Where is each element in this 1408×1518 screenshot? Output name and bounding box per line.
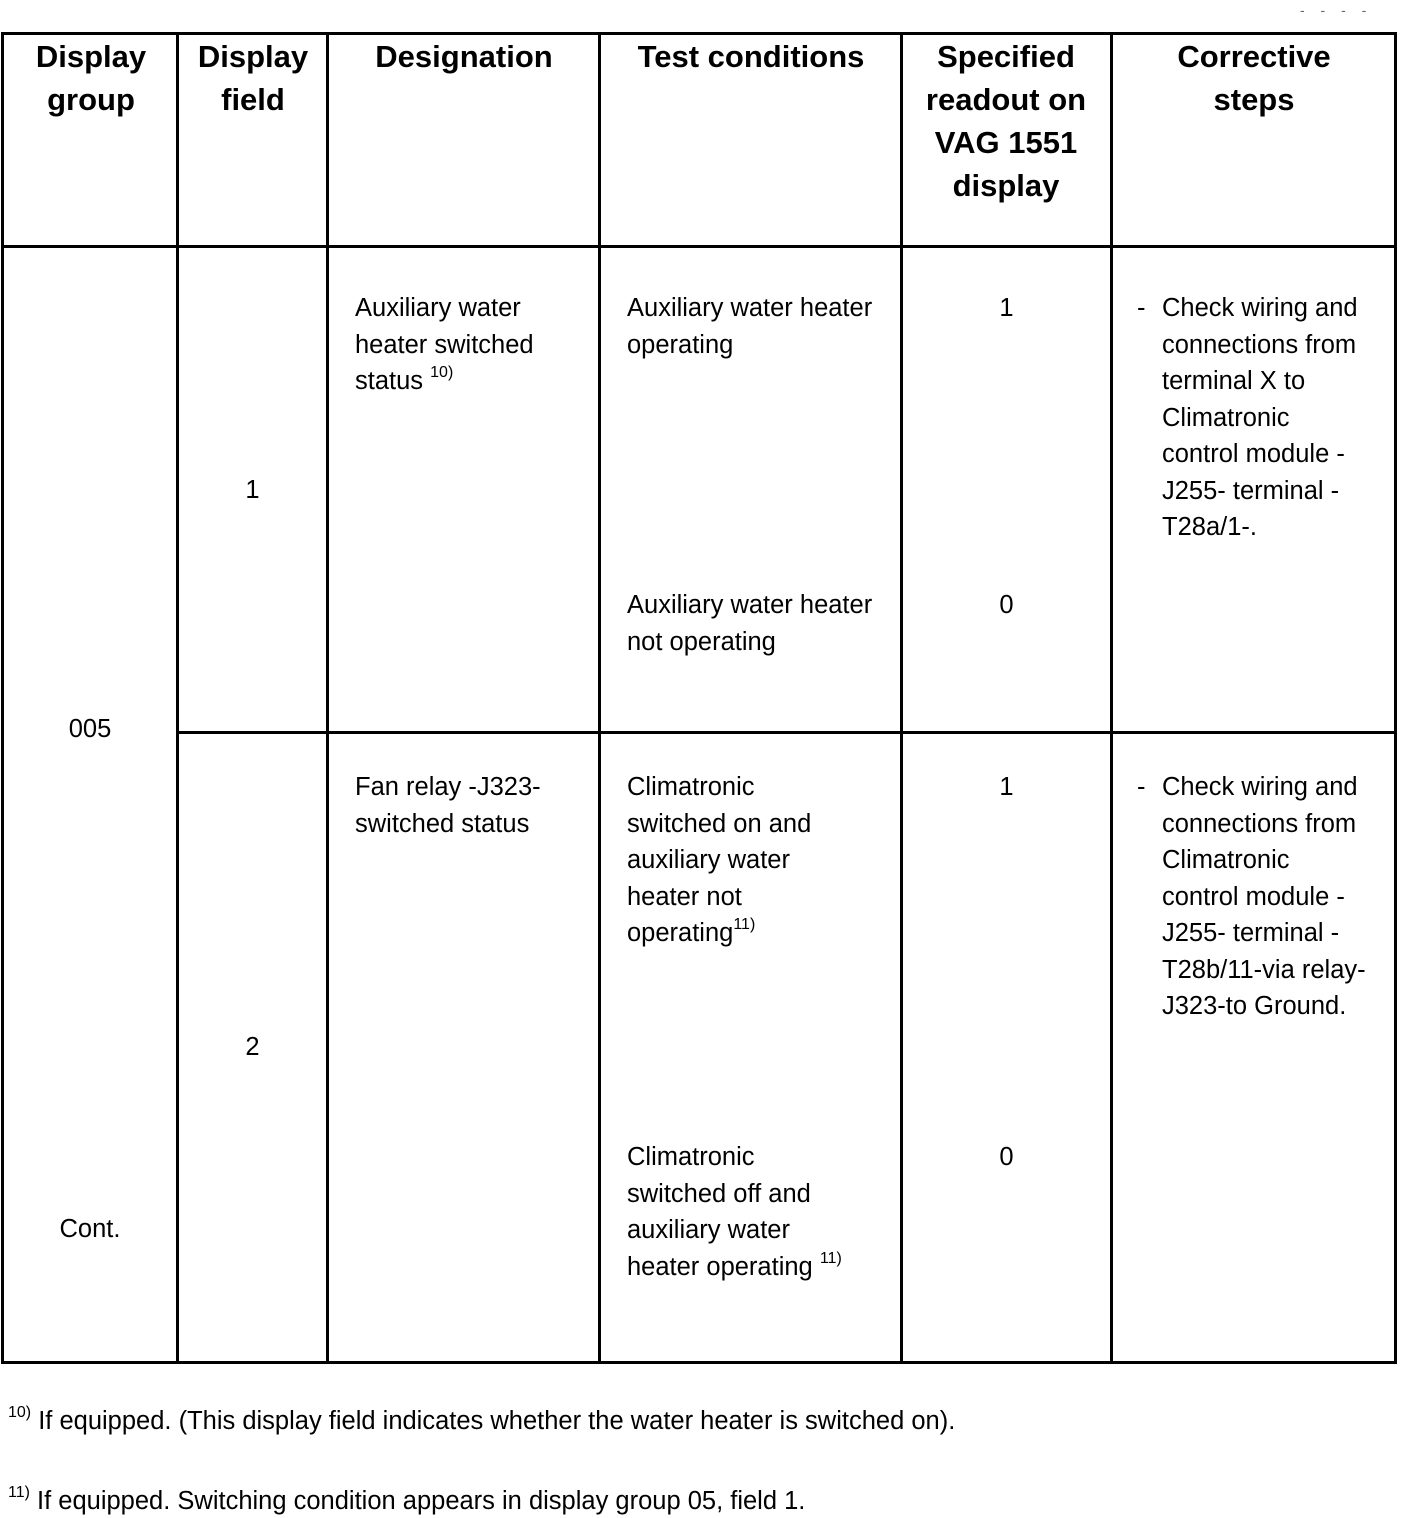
- readout-value: 1: [999, 294, 1014, 322]
- column-divider: [598, 32, 601, 1364]
- display-field-value: 2: [245, 1033, 260, 1061]
- test-condition-label: Climatronic switched off and auxiliary water heater operating: [627, 1143, 813, 1281]
- footnote: [8, 1405, 955, 1437]
- test-condition-text: Auxiliary water heater not operating: [627, 591, 873, 656]
- test-condition-text: [627, 1139, 842, 1285]
- header-display-field: Display field: [197, 39, 309, 117]
- page-mark: - - - -: [1300, 2, 1373, 18]
- header-designation: Designation: [375, 39, 553, 74]
- test-condition-text: [627, 769, 842, 952]
- row-divider: [176, 731, 1397, 734]
- column-divider: [176, 32, 179, 1364]
- list-dash: -: [1137, 294, 1146, 322]
- footnote-mark: 11): [8, 1484, 30, 1501]
- header-specified-readout: Specified readout on VAG 1551 display: [925, 39, 1087, 203]
- display-field-value: 1: [245, 476, 260, 504]
- table-border-left: [1, 32, 4, 1364]
- corrective-steps-text: Check wiring and connections from terminal X to Climatronic control module -J255- terminal -T28a/1-.: [1162, 294, 1358, 541]
- designation-text: [355, 290, 585, 400]
- designation-label: Auxiliary water heater switched status: [355, 294, 534, 395]
- designation-label: Fan relay -J323- switched status: [355, 773, 541, 838]
- footnote-mark: 10): [8, 1404, 32, 1421]
- readout-value: 0: [999, 591, 1014, 619]
- footnote: [8, 1485, 805, 1517]
- corrective-steps-text: Check wiring and connections from Climatronic control module -J255- terminal -T28b/11-via relay-J323-to Ground.: [1162, 773, 1366, 1020]
- test-condition-label: Climatronic switched on and auxiliary water heater not operating: [627, 773, 812, 947]
- header-test-conditions: Test conditions: [637, 39, 865, 74]
- header-corrective-steps: Corrective steps: [1177, 39, 1331, 117]
- table-border-bottom: [1, 1361, 1397, 1364]
- column-divider: [1110, 32, 1113, 1364]
- table-border-right: [1394, 32, 1397, 1364]
- footnote-text: If equipped. Switching condition appears in display group 05, field 1.: [37, 1487, 806, 1515]
- corrective-steps-item: [1137, 769, 1382, 1149]
- corrective-steps-item: [1137, 290, 1382, 590]
- list-dash: -: [1137, 773, 1146, 801]
- readout-value: 0: [999, 1143, 1014, 1171]
- column-divider: [326, 32, 329, 1364]
- header-divider: [1, 245, 1397, 248]
- header-display-group: Display group: [35, 39, 147, 117]
- designation-text: [355, 769, 585, 842]
- test-condition-text: Auxiliary water heater operating: [627, 294, 873, 359]
- footnote-text: If equipped. (This display field indicates whether the water heater is switched on).: [38, 1407, 956, 1435]
- readout-value: 1: [999, 773, 1014, 801]
- display-group-value: 005: [68, 715, 112, 743]
- footnote-ref: 11): [819, 1249, 842, 1267]
- footnote-ref: 11): [733, 916, 756, 933]
- display-group-cont: Cont.: [59, 1215, 121, 1243]
- footnote-ref: 10): [430, 364, 454, 381]
